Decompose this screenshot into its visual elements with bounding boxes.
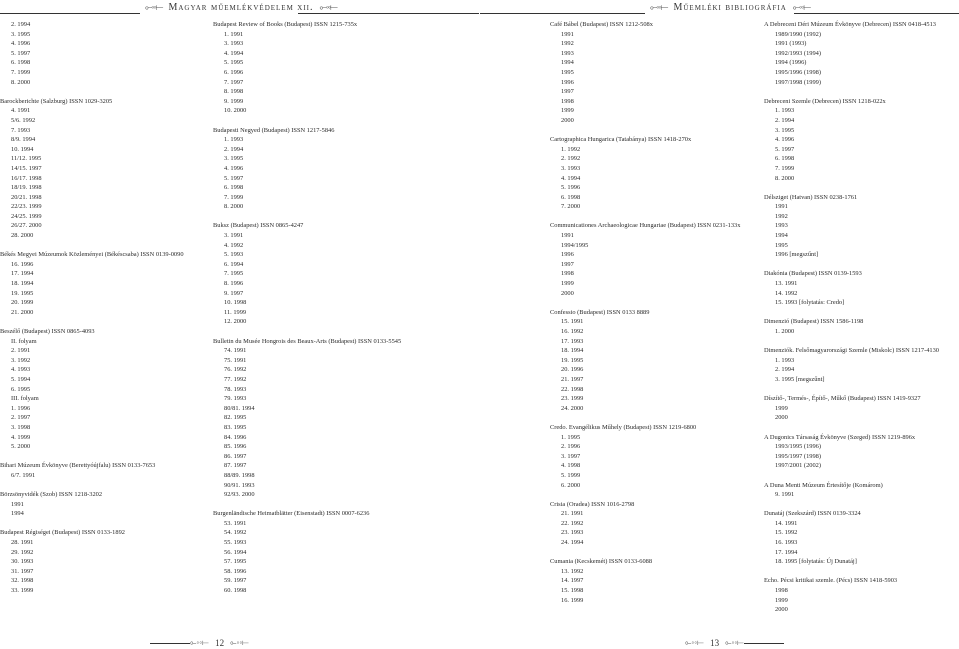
journal-title: Dunatáj (Szekszárd) ISSN 0139-3324 [764,510,861,518]
volume-entry: 2. 1991 [11,347,31,355]
volume-entry: 1989/1990 (1992) [775,30,821,38]
journal-title: Dimenzió (Budapest) ISSN 1586-1198 [764,318,864,326]
volume-entry: 11. 1999 [224,308,247,316]
volume-entry: 17. 1994 [11,270,34,278]
journal-title: Burgenländische Heimatblätter (Eisenstadt) ISSN 0007-6236 [213,510,370,518]
entry-spacer [550,490,750,500]
entry-spacer [0,452,200,462]
volume-entry: 1995 [561,68,574,76]
volume-entry: 4. 1999 [11,433,31,441]
volume-entry: 5/6. 1992 [11,116,36,124]
volume-entry: 13. 1992 [561,567,584,575]
volume-entry: 10. 1994 [11,145,34,153]
journal-title: Confessio (Budapest) ISSN 0133 8889 [550,308,650,316]
journal-title: Díszítő-, Termés-, Építő-, Műkő (Budapest) ISSN 1419-9327 [764,395,921,403]
left-page-column-1 [0,20,200,596]
journal-title: Budapesti Negyed (Budapest) ISSN 1217-5846 [213,126,335,134]
volume-entry: 1994 [775,232,788,240]
volume-entry: 6. 1995 [11,385,31,393]
volume-entry: 60. 1998 [224,587,247,595]
volume-entry: 3. 1995 [224,155,244,163]
volume-entry: 1998 [561,97,574,105]
volume-entry: 2. 1994 [224,145,244,153]
volume-entry: 82. 1995 [224,414,247,422]
entry-spacer [213,327,433,337]
volume-entry: 85. 1996 [224,443,247,451]
volume-entry: 8. 2000 [224,203,244,211]
volume-entry: 1. 1996 [11,404,31,412]
volume-entry: 1995 [775,241,788,249]
volume-entry: II. folyam [11,337,37,345]
volume-entry: 7. 1993 [11,126,31,134]
volume-entry: 1992 [561,40,574,48]
volume-entry: 15. 1998 [561,587,584,595]
volume-entry: 3. 1995 [775,126,795,134]
footer-rule [744,643,784,644]
volume-entry: 75. 1991 [224,356,247,364]
volume-entry: 18/19. 1998 [11,184,42,192]
volume-entry: 1991 [775,203,788,211]
volume-entry: 1. 1991 [224,30,244,38]
volume-entry: 2. 1996 [561,443,581,451]
volume-entry: 2. 1994 [775,366,795,374]
journal-title: Café Bábel (Budapest) ISSN 1212-508x [550,21,653,28]
entry-spacer [764,308,959,318]
volume-entry: 24. 1994 [561,539,584,547]
journal-title: Beszélő (Budapest) ISSN 0865-4093 [0,328,95,335]
volume-entry: 3. 1991 [224,232,244,240]
entry-spacer [213,500,433,510]
journal-title: Cartographica Hungarica (Tatabánya) ISSN 1418-270x [550,136,692,144]
volume-entry: 5. 1997 [224,174,244,182]
volume-entry: 5. 1995 [224,59,244,67]
entry-spacer [550,212,750,222]
entry-spacer [550,126,750,136]
right-page [480,0,959,649]
volume-entry: 1997 [561,260,574,268]
entry-spacer [0,241,200,251]
volume-entry: 17. 1993 [561,337,584,345]
volume-entry: 5. 2000 [11,443,31,451]
volume-entry: 3. 1997 [561,452,581,460]
volume-entry: 33. 1999 [11,587,34,595]
volume-entry: 9. 1991 [775,491,795,499]
volume-entry: 21. 2000 [11,308,34,316]
entry-spacer [550,548,750,558]
volume-entry: 76. 1992 [224,366,247,374]
volume-entry: 31. 1997 [11,567,34,575]
volume-entry: 1998 [561,270,574,278]
volume-entry: 12. 2000 [224,318,247,326]
entry-spacer [764,500,959,510]
volume-entry: 24/25. 1999 [11,212,42,220]
journal-title: Communicationes Archaeologicae Hungariae (Budapest) ISSN 0231-133x [550,222,741,230]
volume-entry: 79. 1993 [224,395,247,403]
volume-entry: 10. 1998 [224,299,247,307]
header-ornament-left: ⟜◦◦⟝ [145,1,163,12]
volume-entry: 59. 1997 [224,577,247,585]
volume-entry: 6. 1998 [561,193,581,201]
volume-entry: 1994 [11,510,24,518]
volume-entry: 1999 [775,596,788,604]
footer-rule [150,643,190,644]
volume-entry: 4. 1998 [561,462,581,470]
volume-entry: 4. 1994 [561,174,581,182]
journal-title: Dimenziók. Felsőmagyarországi Szemle (Miskolc) ISSN 1217-4130 [764,347,940,355]
volume-entry: 23. 1999 [561,395,584,403]
volume-entry: 2000 [561,116,574,124]
volume-entry: 24. 2000 [561,404,584,412]
footer-ornament-right: ⟜◦◦⟝ [725,638,745,647]
right-page-column-2 [764,20,959,615]
volume-entry: 6. 2000 [561,481,581,489]
volume-entry: 8. 2000 [11,78,31,86]
volume-entry: 1995/1997 (1998) [775,452,821,460]
entry-spacer [0,87,200,97]
journal-title: Budapest Régiségei (Budapest) ISSN 0133-1892 [0,529,125,537]
volume-entry: 16/17. 1998 [11,174,42,182]
volume-entry: 92/93. 2000 [224,491,255,499]
volume-entry: 22. 1998 [561,385,584,393]
volume-entry: 18. 1995 [folytatás: Új Dunatáj] [775,558,857,566]
entry-spacer [764,423,959,433]
entry-spacer [764,183,959,193]
volume-entry: 5. 1994 [11,375,31,383]
volume-entry: 53. 1991 [224,519,247,527]
volume-entry: 1997/1998 (1999) [775,78,821,86]
volume-entry: 5. 1997 [11,49,31,57]
entry-spacer [550,413,750,423]
volume-entry: 8/9. 1994 [11,136,36,144]
footer-ornament-right: ⟜◦◦⟝ [230,638,250,647]
volume-entry: 18. 1994 [561,347,584,355]
volume-entry: 2000 [775,414,788,422]
footer-ornament-left: ⟜◦◦⟝ [685,638,705,647]
volume-entry: 26/27. 2000 [11,222,42,230]
volume-entry: 3. 1995 [megszűnt] [775,375,825,383]
volume-entry: 16. 1993 [775,539,798,547]
volume-entry: 5. 1993 [224,251,244,259]
volume-entry: 2000 [561,289,574,297]
volume-entry: 14. 1991 [775,519,798,527]
header-ornament-right: ⟜◦◦⟝ [792,1,811,12]
volume-entry: 3. 1993 [224,40,244,48]
volume-entry: 57. 1995 [224,558,247,566]
volume-entry: 3. 1995 [11,30,31,38]
journal-title: Credo. Evangélikus Műhely (Budapest) ISSN 1219-6800 [550,423,697,431]
volume-entry: 1993/1995 (1996) [775,443,821,451]
volume-entry: 1999 [775,404,788,412]
entry-spacer [0,317,200,327]
entry-spacer [213,212,433,222]
volume-entry: 78. 1993 [224,385,247,393]
volume-entry: 21. 1991 [561,510,584,518]
page-number: 12 [215,638,225,648]
entry-spacer [764,471,959,481]
volume-entry: 77. 1992 [224,375,247,383]
volume-entry: 1997/2001 (2002) [775,462,821,470]
volume-entry: 1. 2000 [775,328,795,335]
volume-entry: 84. 1996 [224,433,247,441]
volume-entry: 8. 1998 [224,88,244,96]
volume-entry: 3. 1993 [561,164,581,172]
volume-entry: 7. 1995 [224,270,244,278]
volume-entry: 11/12. 1995 [11,155,42,163]
volume-entry: 18. 1994 [11,280,34,288]
volume-entry: 1996 [megszűnt] [775,251,819,259]
left-header-title: Magyar műemlékvédelem xii. [168,1,314,13]
header-rule-right [298,13,479,14]
volume-entry: 9. 1999 [224,97,244,105]
journal-title: Barockberichte (Salzburg) ISSN 1029-3205 [0,97,113,105]
volume-entry: 1991 [561,30,574,38]
volume-entry: 4. 1996 [224,164,244,172]
volume-entry: 3. 1998 [11,423,31,431]
volume-entry: III. folyam [11,395,39,403]
volume-entry: 6. 1996 [224,68,244,76]
volume-entry: 32. 1998 [11,577,34,585]
journal-title: Bulletin du Musée Hongrois des Beaux-Arts (Budapest) ISSN 0133-5545 [213,337,402,345]
volume-entry: 1994 (1996) [775,59,807,67]
volume-entry: 88/89. 1998 [224,471,255,479]
volume-entry: 3. 1992 [11,356,31,364]
volume-entry: 23. 1993 [561,529,584,537]
volume-entry: 5. 1997 [775,145,795,153]
header-rule-left [0,13,140,14]
journal-title: Bihari Múzeum Évkönyve (Berettyóújfalu) ISSN 0133-7653 [0,462,156,470]
volume-entry: 1992 [775,212,788,220]
volume-entry: 1995/1996 (1998) [775,68,821,76]
volume-entry: 1998 [775,587,788,595]
volume-entry: 22/23. 1999 [11,203,42,211]
volume-entry: 21. 1997 [561,375,584,383]
volume-entry: 7. 1999 [224,193,244,201]
entry-spacer [0,481,200,491]
volume-entry: 87. 1997 [224,462,247,470]
entry-spacer [764,260,959,270]
volume-entry: 15. 1991 [561,318,584,326]
volume-entry: 1. 1993 [224,136,244,144]
volume-entry: 1. 1995 [561,433,581,441]
volume-entry: 80/81. 1994 [224,404,255,412]
volume-entry: 6. 1998 [224,184,244,192]
journal-title: Cumania (Kecskemét) ISSN 0133-6088 [550,558,653,566]
volume-entry: 1992/1993 (1994) [775,49,821,57]
volume-entry: 2. 1992 [561,155,581,163]
volume-entry: 58. 1996 [224,567,247,575]
right-page-footer [685,636,784,649]
volume-entry: 2. 1994 [11,21,31,28]
left-page-footer [150,636,249,649]
left-running-header [145,1,337,13]
page-number: 13 [710,638,720,648]
volume-entry: 1. 1992 [561,145,581,153]
volume-entry: 4. 1994 [224,49,244,57]
journal-title: Buksz (Budapest) ISSN 0865-4247 [213,222,304,230]
volume-entry: 20/21. 1998 [11,193,42,201]
entry-spacer [764,87,959,97]
volume-entry: 30. 1993 [11,558,34,566]
volume-entry: 4. 1993 [11,366,31,374]
journal-title: A Duna Menti Múzeum Értesítője (Komárom) [764,481,883,489]
volume-entry: 1991 (1993) [775,40,807,48]
volume-entry: 1999 [561,107,574,115]
volume-entry: 1991 [11,500,24,508]
volume-entry: 16. 1996 [11,260,34,268]
journal-title: Echo. Pécsi kritikai szemle. (Pécs) ISSN 1418-5903 [764,577,898,585]
right-page-column-1 [550,20,750,605]
entry-spacer [764,385,959,395]
volume-entry: 28. 1991 [11,539,34,547]
volume-entry: 54. 1992 [224,529,247,537]
header-ornament-left: ⟜◦◦⟝ [650,1,668,12]
volume-entry: 4. 1996 [11,40,31,48]
volume-entry: 7. 2000 [561,203,581,211]
volume-entry: 83. 1995 [224,423,247,431]
volume-entry: 28. 2000 [11,232,34,240]
volume-entry: 90/91. 1993 [224,481,255,489]
volume-entry: 1994/1995 [561,241,589,249]
volume-entry: 22. 1992 [561,519,584,527]
volume-entry: 1996 [561,251,574,259]
journal-title: Crisia (Oradea) ISSN 1016-2798 [550,500,635,508]
journal-title: A Debreceni Déri Múzeum Évkönyve (Debrecen) ISSN 0418-4513 [764,21,936,28]
entry-spacer [550,298,750,308]
volume-entry: 8. 2000 [775,174,795,182]
volume-entry: 19. 1995 [561,356,584,364]
journal-title: Délsziget (Hatvan) ISSN 0238-1761 [764,193,858,201]
volume-entry: 1994 [561,59,574,67]
volume-entry: 16. 1992 [561,328,584,335]
volume-entry: 86. 1997 [224,452,247,460]
volume-entry: 10. 2000 [224,107,247,115]
journal-title: Börzsönyvidék (Szob) ISSN 1218-3202 [0,491,103,499]
right-header-title: Műemléki bibliográfia [673,1,787,13]
volume-entry: 2. 1994 [775,116,795,124]
header-ornament-right: ⟜◦◦⟝ [319,1,337,12]
journal-title: Budapest Review of Books (Budapest) ISSN 1215-735x [213,21,358,28]
volume-entry: 56. 1994 [224,548,247,556]
volume-entry: 1. 1993 [775,107,795,115]
volume-entry: 14/15. 1997 [11,164,42,172]
entry-spacer [213,116,433,126]
header-rule-right [794,13,959,14]
volume-entry: 1997 [561,88,574,96]
journal-title: A Dugonics Társaság Évkönyve (Szeged) ISSN 1219-896x [764,433,916,441]
volume-entry: 15. 1993 [folytatás: Credo] [775,299,845,307]
journal-title: Diakónia (Budapest) ISSN 0139-1593 [764,270,862,278]
volume-entry: 7. 1999 [775,164,795,172]
volume-entry: 17. 1994 [775,548,798,556]
volume-entry: 6/7. 1991 [11,471,36,479]
footer-ornament-left: ⟜◦◦⟝ [190,638,210,647]
volume-entry: 4. 1996 [775,136,795,144]
left-page [0,0,479,649]
volume-entry: 74. 1991 [224,347,247,355]
volume-entry: 1993 [561,49,574,57]
volume-entry: 7. 1999 [11,68,31,76]
volume-entry: 16. 1999 [561,596,584,604]
volume-entry: 1996 [561,78,574,86]
volume-entry: 6. 1998 [11,59,31,67]
volume-entry: 20. 1999 [11,299,34,307]
volume-entry: 5. 1999 [561,471,581,479]
volume-entry: 29. 1992 [11,548,34,556]
header-rule-left [480,13,645,14]
volume-entry: 14. 1992 [775,289,798,297]
entry-spacer [0,519,200,529]
volume-entry: 6. 1998 [775,155,795,163]
volume-entry: 20. 1996 [561,366,584,374]
entry-spacer [764,567,959,577]
volume-entry: 1. 1993 [775,356,795,364]
volume-entry: 19. 1995 [11,289,34,297]
entry-spacer [764,337,959,347]
volume-entry: 14. 1997 [561,577,584,585]
volume-entry: 15. 1992 [775,529,798,537]
volume-entry: 1999 [561,280,574,288]
volume-entry: 2000 [775,606,788,614]
volume-entry: 9. 1997 [224,289,244,297]
right-running-header [650,1,810,13]
volume-entry: 4. 1991 [11,107,31,115]
journal-title: Békés Megyei Múzeumok Közleményei (Békéscsaba) ISSN 0139-0090 [0,251,184,259]
volume-entry: 2. 1997 [11,414,31,422]
volume-entry: 7. 1997 [224,78,244,86]
left-page-column-2 [213,20,433,596]
journal-title: Debreceni Szemle (Debrecen) ISSN 1218-022x [764,97,886,105]
volume-entry: 13. 1991 [775,280,798,288]
volume-entry: 6. 1994 [224,260,244,268]
volume-entry: 1993 [775,222,788,230]
volume-entry: 8. 1996 [224,280,244,288]
volume-entry: 1991 [561,232,574,240]
volume-entry: 5. 1996 [561,184,581,192]
volume-entry: 55. 1993 [224,539,247,547]
volume-entry: 4. 1992 [224,241,244,249]
